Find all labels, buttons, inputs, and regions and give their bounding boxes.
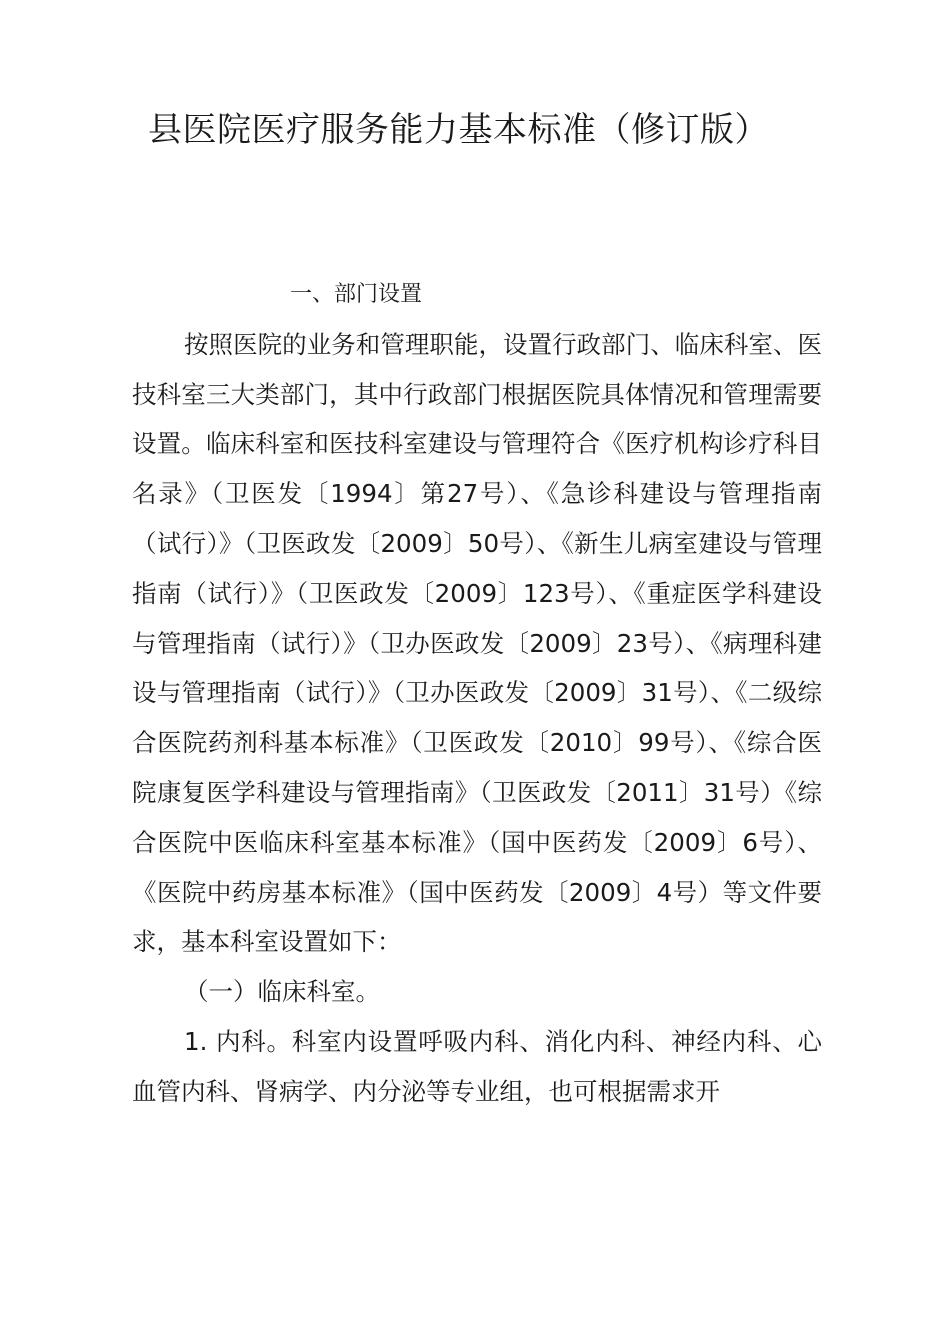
document-title: 县医院医疗服务能力基本标准（修订版） [148, 110, 769, 150]
subsection-heading-clinical-departments: （一）临床科室。 [184, 977, 380, 1007]
paragraph-department-setup: 按照医院的业务和管理职能，设置行政部门、临床科室、医技科室三大类部门，其中行政部门根据医院具体情况和管理需要设置。临床科室和医技科室建设与管理符合《医疗机构诊疗科目名录》（卫医发〔1994〕第27号）、《急诊科建设与管理指南（试行）》（卫医政发〔2009〕50号）、《新生儿病室建设与管理指南（试行）》（卫医政发〔2009〕123号）、《重症医学科建设与管理指南（试行）》（卫办医政发〔2009〕23号）、《病理科建设与管理指南（试行）》（卫办医政发〔2009〕31号）、《二级综合医院药剂科基本标准》（卫医政发〔2010〕99号）、《综合医院康复医学科建设与管理指南》（卫医政发〔2011〕31号）《综合医院中医临床科室基本标准》（国中医药发〔2009〕6号）、《医院中药房基本标准》（国中医药发〔2009〕4号）等文件要求，基本科室设置如下： [132, 329, 822, 957]
paragraph-internal-medicine: 1. 内科。科室内设置呼吸内科、消化内科、神经内科、心血管内科、肾病学、内分泌等专业组，也可根据需求开 [132, 1026, 822, 1106]
document-body [132, 270, 822, 1117]
section-heading-department-setup: 一、部门设置 [290, 282, 423, 307]
